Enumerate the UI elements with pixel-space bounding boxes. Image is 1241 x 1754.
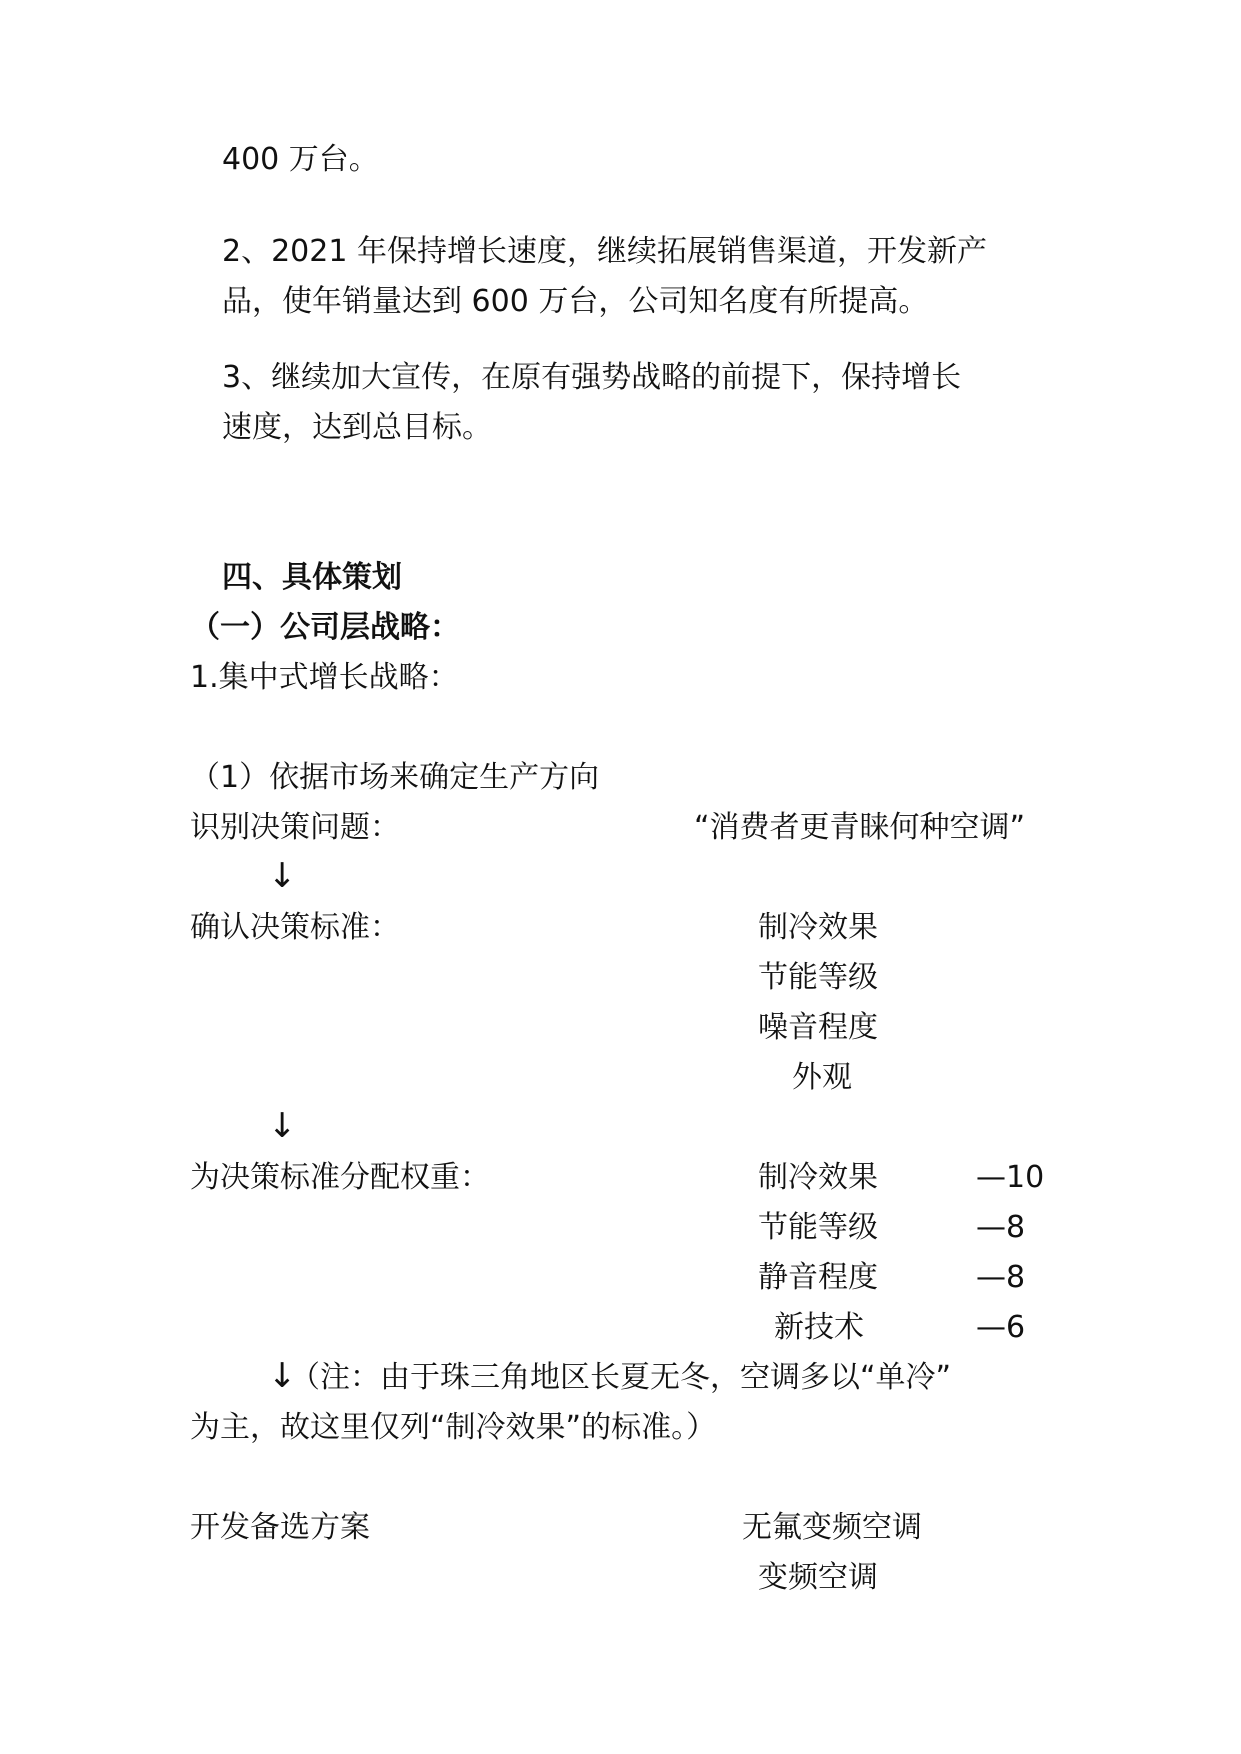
- strategy-item-1: 1.集中式增长战略：: [190, 660, 459, 695]
- identify-label: 识别决策问题：: [190, 810, 400, 845]
- alternative-item: 变频空调: [758, 1560, 878, 1595]
- weight-value: —8: [976, 1210, 1026, 1245]
- down-arrow-icon: ↓: [268, 1106, 297, 1146]
- weight-name: 静音程度: [758, 1260, 878, 1295]
- weight-value: —10: [976, 1160, 1045, 1195]
- weight-name: 新技术: [774, 1310, 864, 1345]
- goal-3-line-1: 3、继续加大宣传，在原有强势战略的前提下，保持增长: [222, 360, 962, 395]
- section-heading: 四、具体策划: [222, 560, 402, 595]
- goal-1-end: 400 万台。: [222, 142, 379, 177]
- note-line-1: （注：由于珠三角地区长夏无冬，空调多以“单冷”: [290, 1360, 952, 1395]
- goal-2-line-1: 2、2021 年保持增长速度，继续拓展销售渠道，开发新产: [222, 234, 987, 269]
- weight-name: 制冷效果: [758, 1160, 878, 1195]
- weight-value: —6: [976, 1310, 1026, 1345]
- weight-name: 节能等级: [758, 1210, 878, 1245]
- down-arrow-icon: ↓: [268, 856, 297, 896]
- note-line-2: 为主，故这里仅列“制冷效果”的标准。）: [190, 1410, 717, 1445]
- alternatives-label: 开发备选方案: [190, 1510, 370, 1545]
- identify-value: “消费者更青睐何种空调”: [694, 810, 1026, 845]
- criteria-item: 制冷效果: [758, 910, 878, 945]
- weight-value: —8: [976, 1260, 1026, 1295]
- criteria-label: 确认决策标准：: [190, 910, 400, 945]
- criteria-item: 噪音程度: [758, 1010, 878, 1045]
- down-arrow-icon: ↓: [268, 1356, 297, 1396]
- section-subheading: （一）公司层战略：: [190, 610, 460, 645]
- weights-label: 为决策标准分配权重：: [190, 1160, 490, 1195]
- alternative-item: 无氟变频空调: [742, 1510, 922, 1545]
- strategy-sub-item-1: （1）依据市场来确定生产方向: [190, 760, 600, 795]
- goal-3-line-2: 速度，达到总目标。: [222, 410, 492, 445]
- criteria-item: 节能等级: [758, 960, 878, 995]
- goal-2-line-2: 品，使年销量达到 600 万台，公司知名度有所提高。: [222, 284, 929, 319]
- criteria-item: 外观: [792, 1060, 852, 1095]
